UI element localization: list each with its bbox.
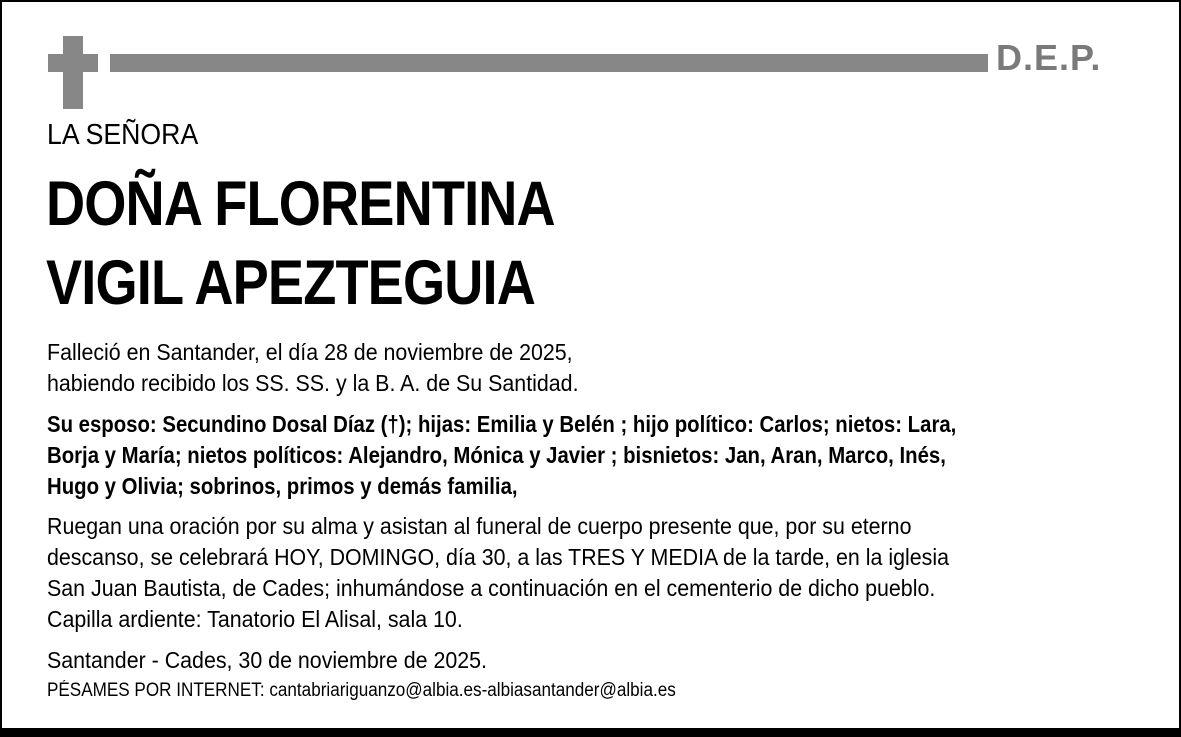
funeral-line: San Juan Bautista, de Cades; inhumándose a continuación en el cementerio de dicho pueblo. — [47, 575, 936, 601]
condolences — [47, 679, 676, 703]
condolences-label: PÉSAMES POR INTERNET: — [47, 680, 265, 701]
deceased-name-line-2: VIGIL APEZTEGUIA — [46, 248, 535, 318]
dep-label: D.E.P. — [996, 37, 1102, 78]
header-rule — [110, 54, 988, 72]
place-date: Santander - Cades, 30 de noviembre de 2025. — [47, 647, 487, 673]
funeral-details — [47, 511, 949, 635]
family-list — [47, 409, 956, 502]
cross-vertical-bar — [63, 36, 83, 109]
funeral-line: Ruegan una oración por su alma y asistan al funeral de cuerpo presente que, por su eterno — [47, 513, 912, 539]
death-notice-line: habiendo recibido los SS. SS. y la B. A. de Su Santidad. — [47, 370, 579, 396]
deceased-name-line-1: DOÑA FLORENTINA — [46, 169, 555, 239]
family-line: Borja y María; nietos políticos: Alejandro, Mónica y Javier ; bisnietos: Jan, Aran, Marco, Inés, — [47, 442, 946, 468]
death-notice-line: Falleció en Santander, el día 28 de noviembre de 2025, — [47, 339, 573, 365]
bottom-border-bar — [0, 728, 1181, 737]
funeral-line: descanso, se celebrará HOY, DOMINGO, día 30, a las TRES Y MEDIA de la tarde, en la iglesia — [47, 544, 949, 570]
death-notice — [47, 337, 579, 399]
cross-horizontal-bar — [48, 54, 98, 72]
funeral-line: Capilla ardiente: Tanatorio El Alisal, sala 10. — [47, 606, 463, 632]
condolences-contacts: cantabriariguanzo@albia.es-albiasantander@albia.es — [269, 680, 676, 701]
family-line: Su esposo: Secundino Dosal Díaz (†); hijas: Emilia y Belén ; hijo político: Carlos; nietos: Lara, — [47, 411, 957, 437]
family-line: Hugo y Olivia; sobrinos, primos y demás familia, — [47, 473, 518, 499]
honorific: LA SEÑORA — [47, 119, 199, 151]
